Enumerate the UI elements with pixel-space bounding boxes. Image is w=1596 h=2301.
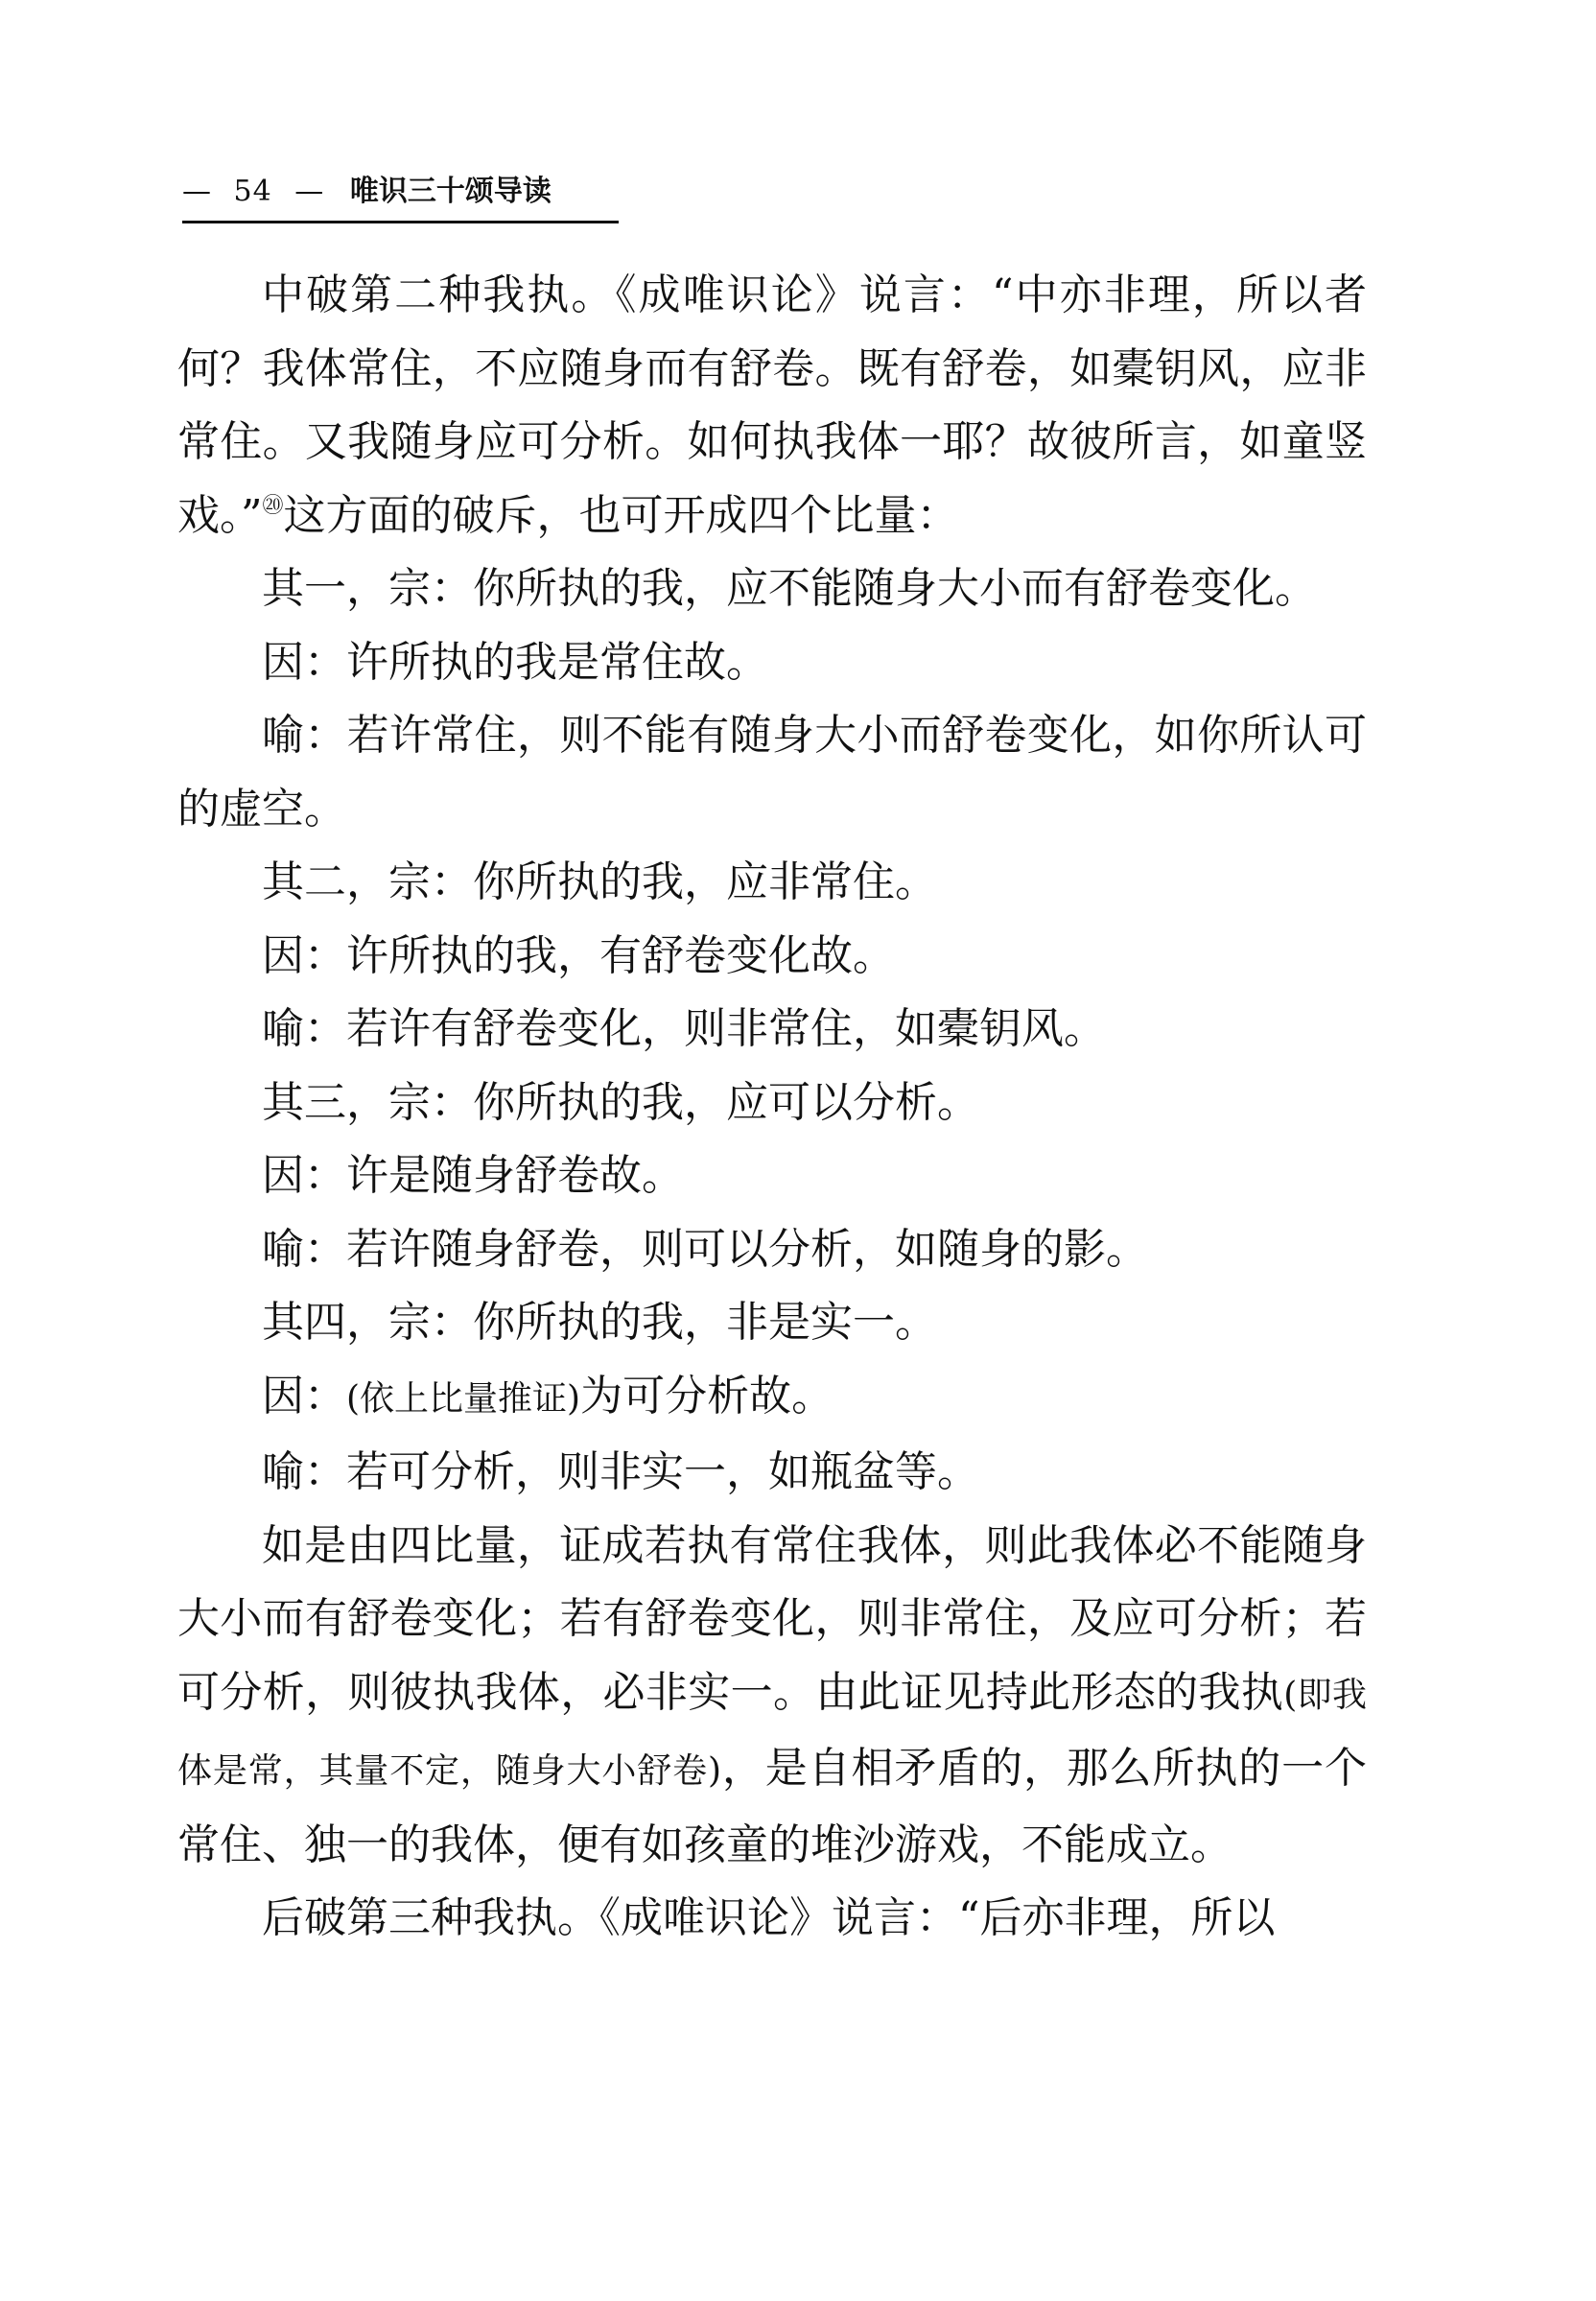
header-dash-right: — <box>294 175 324 208</box>
inline-note: (依上比量推证) <box>346 1378 581 1419</box>
paragraph-second-attachment <box>177 259 1367 552</box>
book-title: 唯识三十颂导读 <box>349 175 552 208</box>
page-number: 54 <box>233 175 272 208</box>
syllogism-1-example: 喻：若许常住，则不能有随身大小而舒卷变化，如你所认可的虚空。 <box>177 711 1367 834</box>
syllogism-1-reason: 因：许所执的我是常住故。 <box>262 637 768 687</box>
footnote-marker: ⑳ <box>262 493 284 518</box>
page-body <box>177 259 1367 1956</box>
running-header <box>182 173 619 223</box>
paragraph-text: 这方面的破斥，也可开成四个比量： <box>283 490 959 540</box>
syllogism-4-reason <box>177 1360 1367 1437</box>
reason-text: 为可分析故。 <box>580 1371 834 1421</box>
syllogism-1-thesis: 其一，宗：你所执的我，应不能随身大小而有舒卷变化。 <box>262 564 1317 613</box>
syllogism-2-thesis: 其二，宗：你所执的我，应非常住。 <box>262 857 937 906</box>
syllogism-4-example: 喻：若可分析，则非实一，如瓶盆等。 <box>262 1447 979 1496</box>
syllogism-2-example: 喻：若许有舒卷变化，则非常住，如橐钥风。 <box>262 1004 1106 1053</box>
syllogism-2-reason: 因：许所执的我，有舒卷变化故。 <box>262 930 895 980</box>
paragraph-summary <box>177 1510 1367 1883</box>
paragraph-third-attachment: 后破第三种我执。《成唯识论》说言：“后亦非理，所以 <box>262 1893 1276 1942</box>
syllogism-3-reason: 因：许是随身舒卷故。 <box>262 1151 684 1200</box>
syllogism-3-thesis: 其三，宗：你所执的我，应可以分析。 <box>262 1077 979 1127</box>
paragraph-text: ，是自相矛盾的，那么所执的一个常住、独一的我体，便有如孩童的堆沙游戏，不能成立。 <box>177 1744 1368 1869</box>
header-dash-left: — <box>182 175 211 208</box>
syllogism-3-example: 喻：若许随身舒卷，则可以分析，如随身的影。 <box>262 1224 1148 1274</box>
inline-note: (即我体是常，其量不定，随身大小舒卷) <box>177 1675 1368 1791</box>
paragraph-text: 中破第二种我执。《成唯识论》说言：“中亦非理，所以者何？我体常住，不应随身而有舒卷。既有舒卷，如橐钥风，应非常住。又我随身应可分析。如何执我体一耶？故彼所言，如童竖戏。” <box>177 270 1367 540</box>
paragraph-text: 如是由四比量，证成若执有常住我体，则此我体必不能随身大小而有舒卷变化；若有舒卷变化，则非常住，及应可分析；若可分析，则彼执我体，必非实一。由此证见持此形态的我执 <box>177 1520 1367 1717</box>
syllogism-4-thesis: 其四，宗：你所执的我，非是实一。 <box>262 1298 937 1347</box>
reason-label: 因： <box>262 1371 346 1421</box>
